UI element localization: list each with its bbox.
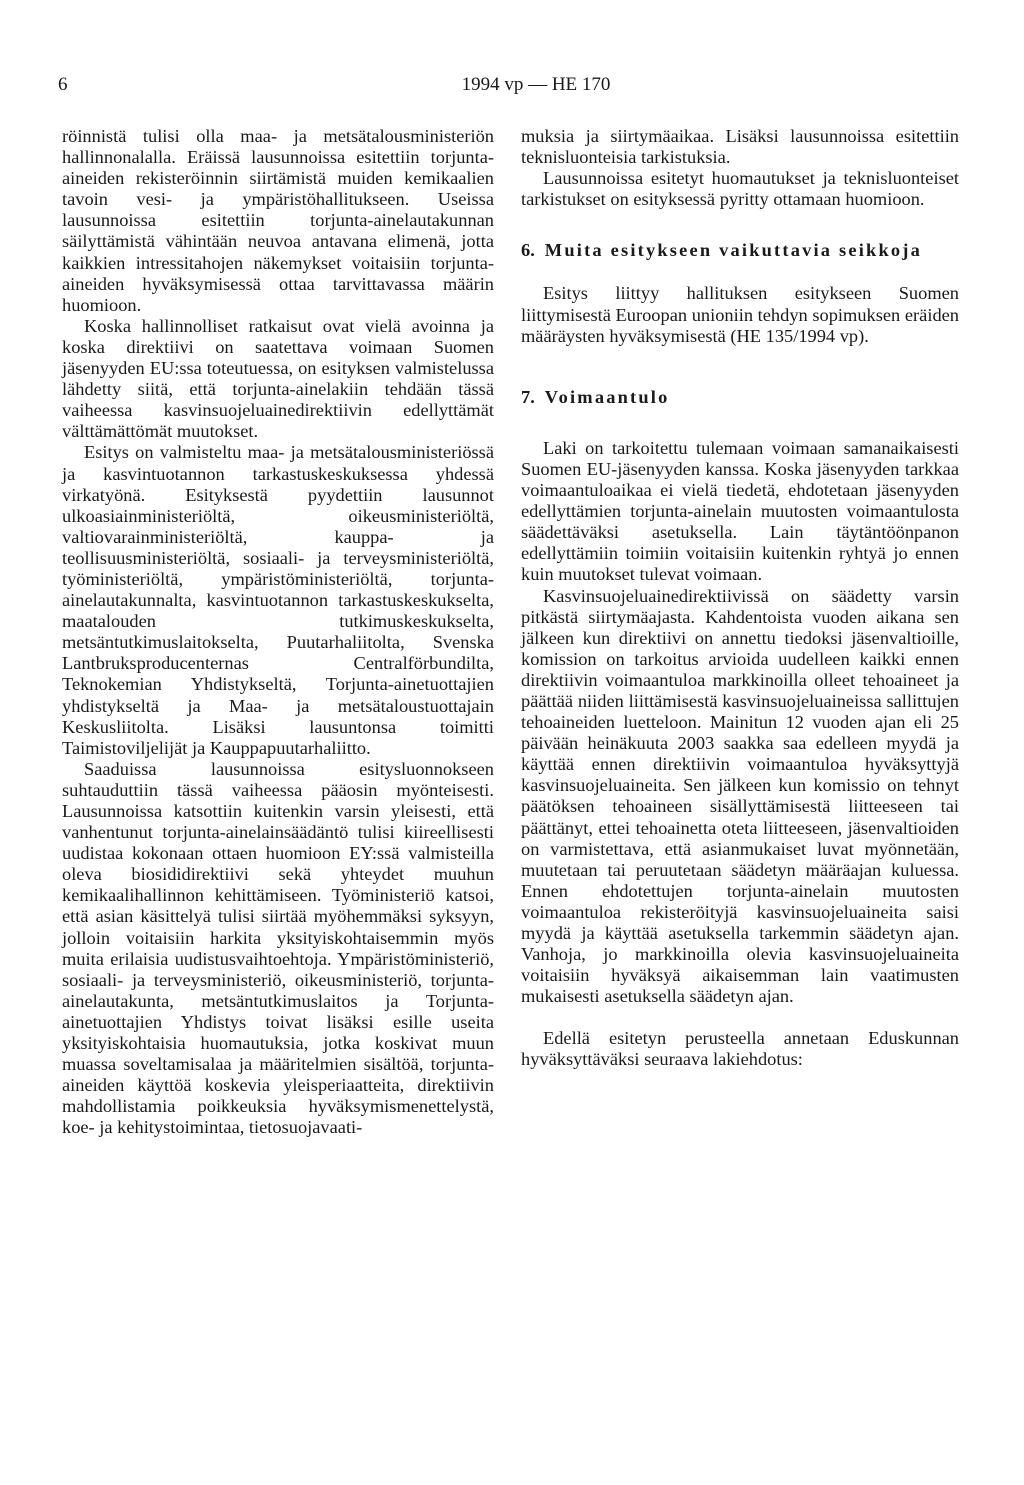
paragraph: röinnistä tulisi olla maa- ja metsätalousministeriön hallinnonalalla. Eräissä lausunnoissa esitettiin torjunta-aineiden rekisteröinnin siirtämistä muiden kemikaalien tavoin vesi- ja ympäristöhallitukseen. Useissa lausunnoissa esitettiin torjunta-ainelautakunnan säilyttämistä vähintään neuvoa antavana elimenä, jotta kaikkien intressitahojen näkemykset voitaisiin torjunta-aineiden hyväksymisessä ottaa tarvittavassa määrin huomioon.	[62, 126, 494, 315]
paragraph: muksia ja siirtymäaikaa. Lisäksi lausunnoissa esitettiin teknisluonteisia tarkistuksia.	[521, 126, 959, 168]
section-title: Muita esitykseen vaikuttavia seikkoja	[544, 240, 922, 261]
section-number: 6.	[521, 240, 535, 261]
section-number: 7.	[521, 386, 535, 407]
running-title: 1994 vp — HE 170	[461, 74, 611, 95]
spacer	[521, 1007, 959, 1028]
paragraph: Laki on tarkoitettu tulemaan voimaan samanaikaisesti Suomen EU-jäsenyyden kanssa. Koska jäsenyyden tarkkaa voimaantuloaikaa ei vielä tiedetä, ehdotetaan jäsenyyden edellyttämien torjunta-ainelain muutosten voimaantulosta säädettäväksi asetuksella. Lain täytäntöönpanon edellyttämiin toimiin voitaisiin kuitenkin ryhtyä jo ennen kuin muutokset tulevat voimaan.	[521, 437, 959, 585]
page-number: 6	[58, 74, 68, 95]
paragraph: Saaduissa lausunnoissa esitysluonnokseen suhtauduttiin tässä vaiheessa pääosin myönteisesti. Lausunnoissa katsottiin kuitenkin varsin yleisesti, että vanhentunut torjunta-ainelainsäädäntö tulisi kiireellisesti uudistaa kokonaan ottaen huomioon EY:ssä valmisteilla oleva biosididirektiivi sekä yhteydet muuhun kemikaalihallinnon kehittämiseen. Työministeriö katsoi, että asian käsittelyä tulisi siirtää myöhemmäksi syksyyn, jolloin voitaisiin harkita yksityiskohtaisemmin myös muita erilaisia uudistusvaihtoehtoja. Ympäristöministeriö, sosiaali- ja terveysministeriö, oikeusministeriö, torjunta-ainelautakunta, metsäntutkimuslaitos ja Torjunta-ainetuottajien Yhdistys toivat lisäksi esille useita yksityiskohtaisia huomautuksia, jotka koskivat muun muassa soveltamisalaa ja määritelmien sisältöä, torjunta-aineiden käyttöä koskevia yleisperiaatteita, direktiivin mahdollistamia poikkeuksia hyväksymismenettelystä, koe- ja kehitystoimintaa, tietosuojavaati-	[62, 758, 494, 1138]
closing-paragraph: Edellä esitetyn perusteella annetaan Eduskunnan hyväksyttäväksi seuraava lakiehdotus:	[521, 1028, 959, 1070]
section-title: Voimaantulo	[544, 386, 670, 407]
right-column	[521, 126, 959, 1071]
paragraph: Esitys liittyy hallituksen esitykseen Suomen liittymisestä Euroopan unioniin tehdyn sopimuksen eräiden määräysten hyväksymisestä (HE 135/1994 vp).	[521, 283, 959, 346]
paragraph: Koska hallinnolliset ratkaisut ovat vielä avoinna ja koska direktiivi on saatettava voimaan Suomen jäsenyyden EU:ssa toteutuessa, on esityksen valmistelussa lähdetty siitä, että torjunta-ainelakiin tehdään tässä vaiheessa kasvinsuojeluainedirektiivin edellyttämät välttämättömät muutokset.	[62, 315, 494, 442]
paragraph: Esitys on valmisteltu maa- ja metsätalousministeriössä ja kasvintuotannon tarkastuskeskuksessa yhdessä virkatyönä. Esityksestä pyydettiin lausunnot ulkoasiainministeriöltä, oikeusministeriöltä, valtiovarainministeriöltä, kauppa- ja teollisuusministeriöltä, sosiaali- ja terveysministeriöltä, työministeriöltä, ympäristöministeriöltä, torjunta-ainelautakunnalta, kasvintuotannon tarkastuskeskukselta, maatalouden tutkimuskeskukselta, metsäntutkimuslaitokselta, Puutarhaliitolta, Svenska Lantbruksproducenternas Centralförbundilta, Teknokemian Yhdistykseltä, Torjunta-ainetuottajien yhdistykseltä ja Maa- ja metsätaloustuottajain Keskusliitolta. Lisäksi lausuntonsa toimitti Taimistoviljelijät ja Kauppapuutarhaliitto.	[62, 442, 494, 758]
paragraph: Kasvinsuojeluainedirektiivissä on säädetty varsin pitkästä siirtymäajasta. Kahdentoista vuoden aikana sen jälkeen kun direktiivi on annettu tiedoksi jäsenvaltioille, komission on tarkoitus arvioida uudelleen kaikki ennen direktiivin voimaantuloa markkinoilla olleet tehoaineet ja päättää niiden liittämisestä kasvinsuojeluaineissa sallittujen tehoaineiden luetteloon. Mainitun 12 vuoden ajan eli 25 päivään heinäkuuta 2003 saakka saa edelleen myydä ja käyttää ennen direktiivin voimaantuloa hyväksyttyjä kasvinsuojeluaineita. Sen jälkeen kun komissio on tehnyt päätöksen tehoaineen sisällyttämisestä liitteeseen tai päättänyt, ettei tehoainetta oteta liitteeseen, jäsenvaltioiden on varmistettava, että asianmukaiset luvat myönnetään, muutetaan tai peruutetaan säädetyn määräajan kuluessa. Ennen ehdotettujen torjunta-ainelain muutosten voimaantuloa rekisteröityjä kasvinsuojeluaineita saisi myydä ja käyttää asetuksella tarkemmin säädetyn ajan. Vanhoja, jo markkinoilla olevia kasvinsuojeluaineita voitaisiin hyväksyä aikaisemman lain vaatimusten mukaisesti asetuksella säädetyn ajan.	[521, 585, 959, 1007]
section-heading-7	[521, 387, 959, 408]
page-header	[58, 74, 998, 104]
section-heading-6	[521, 240, 959, 261]
left-column	[62, 126, 494, 1139]
paragraph: Lausunnoissa esitetyt huomautukset ja teknisluonteiset tarkistukset on esityksessä pyritty ottamaan huomioon.	[521, 168, 959, 210]
